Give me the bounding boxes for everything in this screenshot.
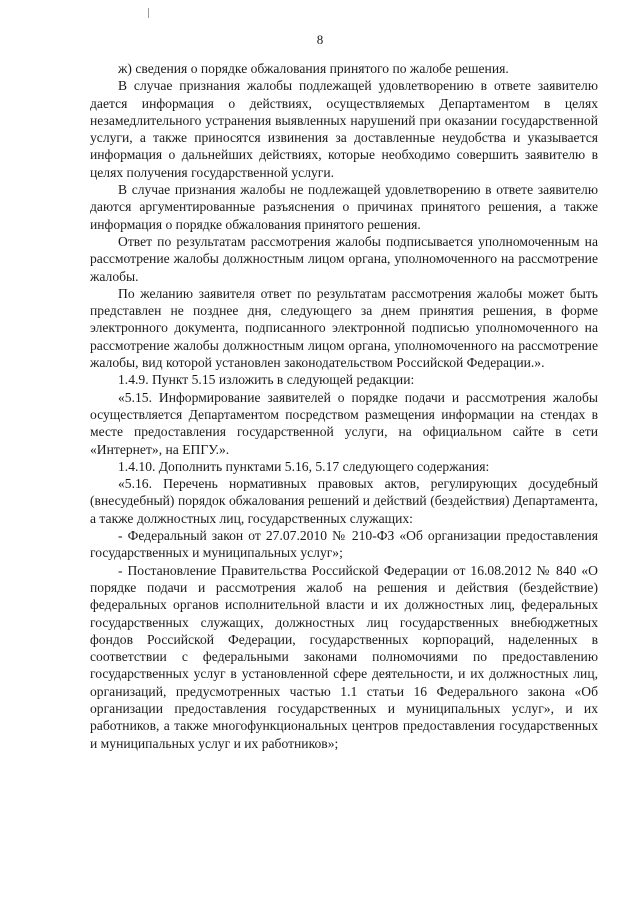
paragraph: В случае признания жалобы не подлежащей удовлетворению в ответе заявителю даются аргументированные разъяснения о причинах принятого решения, а также информация о порядке обжалования принятого решения. bbox=[90, 182, 598, 232]
paragraph: 1.4.10. Дополнить пунктами 5.16, 5.17 следующего содержания: bbox=[118, 458, 490, 474]
paragraph: «5.15. Информирование заявителей о порядке подачи и рассмотрения жалобы осуществляется Департаментом посредством размещения информации на стендах в месте предоставления государственной услуги, на официальном сайте в сети «Интернет», на ЕПГУ.». bbox=[90, 389, 598, 457]
paragraph: По желанию заявителя ответ по результатам рассмотрения жалобы может быть представлен не позднее дня, следующего за днем принятия решения, в форме электронного документа, подписанного электронной подписью уполномоченного на рассмотрение жалобы должностным лицом органа, уполномоченного на рассмотрение жалобы, вид которой установлен законодательством Российской Федерации.». bbox=[90, 285, 598, 371]
paragraph: В случае признания жалобы подлежащей удовлетворению в ответе заявителю дается информация о действиях, осуществляемых Департаментом в целях незамедлительного устранения выявленных нарушений при оказании государственной услуги, а также приносятся извинения за доставленные неудобства и указывается информация о дальнейших действиях, которые необходимо совершить заявителю в целях получения государственной услуги. bbox=[90, 78, 598, 180]
paragraph: ж) сведения о порядке обжалования принятого по жалобе решения. bbox=[118, 61, 509, 76]
paragraph: «5.16. Перечень нормативных правовых актов, регулирующих досудебный (внесудебный) порядок обжалования решений и действий (бездействия) Департамента, а также должностных лиц, государственных служащих: bbox=[90, 476, 598, 526]
paragraph: Ответ по результатам рассмотрения жалобы подписывается уполномоченным на рассмотрение жалобы должностным лицом органа, уполномоченного на рассмотрение жалобы. bbox=[90, 233, 598, 284]
document-body bbox=[90, 60, 598, 752]
page-number: 8 bbox=[316, 32, 324, 47]
paragraph: - Федеральный закон от 27.07.2010 № 210-ФЗ «Об организации предоставления государственных и муниципальных услуг»; bbox=[90, 528, 598, 561]
paragraph: 1.4.9. Пункт 5.15 изложить в следующей редакции: bbox=[118, 372, 415, 388]
paragraph: - Постановление Правительства Российской Федерации от 16.08.2012 № 840 «О порядке подачи и рассмотрения жалоб на решения и действия (бездействие) федеральных органов исполнительной власти и их должностных лиц, федеральных государственных служащих, должностных лиц государственных внебюджетных фондов Российской Федерации, государственных корпораций, наделенных в соответствии с федеральными законами полномочиями по предоставлению государственных услуг в установленной сфере деятельности, и их должностных лиц, организаций, предусмотренных частью 1.1 статьи 16 Федерального закона «Об организации предоставления государственных и муниципальных услуг», и их работников, а также многофункциональных центров предоставления государственных и муниципальных услуг и их работников»; bbox=[90, 562, 598, 751]
scan-artifact bbox=[148, 8, 149, 18]
